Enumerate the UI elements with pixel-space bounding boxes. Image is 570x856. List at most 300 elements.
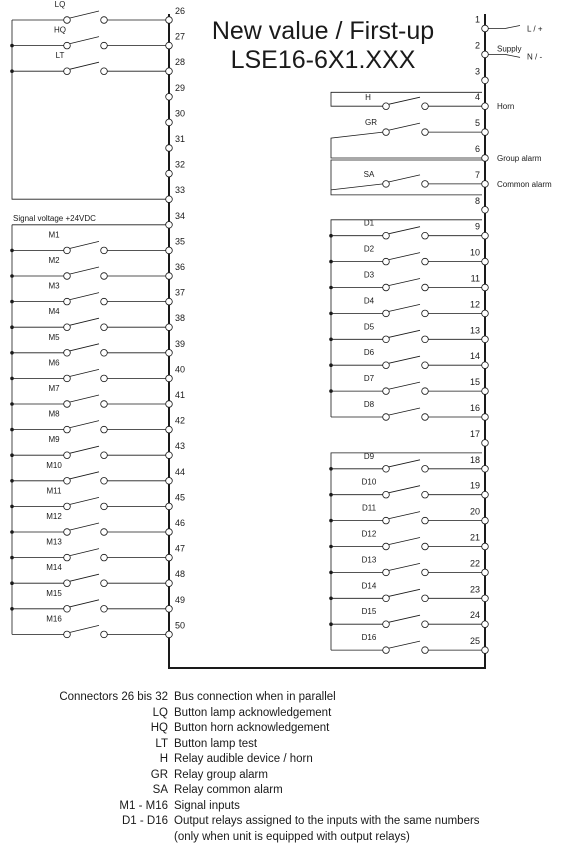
input-m4-blade xyxy=(70,318,99,325)
terminal-17-number: 17 xyxy=(469,428,480,439)
junction-dot xyxy=(10,556,14,560)
junction-dot xyxy=(10,581,14,585)
output-d3-label: D3 xyxy=(363,270,375,280)
terminal-16 xyxy=(482,414,489,421)
switch-lq-contact-2 xyxy=(101,17,108,24)
legend-row xyxy=(0,768,570,784)
input-m6-blade xyxy=(70,369,99,376)
output-d3-blade xyxy=(389,279,420,286)
terminal-28-number: 28 xyxy=(175,57,186,68)
terminal-31 xyxy=(166,145,173,152)
terminal-14-number: 14 xyxy=(469,351,480,362)
terminal-1 xyxy=(482,25,489,32)
junction-dot xyxy=(10,377,14,381)
output-d13-contact-2 xyxy=(422,569,429,576)
input-m12-contact-2 xyxy=(101,529,108,536)
switch-lt-contact-2 xyxy=(101,68,108,75)
supply-label: Supply xyxy=(497,44,522,54)
input-m15-contact-1 xyxy=(64,606,71,613)
unit-frame xyxy=(169,14,485,668)
output-d7-blade xyxy=(389,382,420,389)
terminal-1-number: 1 xyxy=(474,14,480,25)
terminal-12 xyxy=(482,310,489,317)
output-d9-contact-2 xyxy=(422,466,429,473)
terminal-26 xyxy=(166,17,173,24)
junction-dot xyxy=(10,249,14,253)
junction-dot xyxy=(329,389,333,393)
input-m6-contact-2 xyxy=(101,375,108,382)
junction-dot xyxy=(10,505,14,509)
output-d1-contact-1 xyxy=(383,232,390,239)
output-d12-blade xyxy=(389,538,420,545)
terminal-47-number: 47 xyxy=(175,543,186,554)
legend-row xyxy=(0,799,570,815)
relay-h-contact-2 xyxy=(422,103,429,110)
legend-key: SA xyxy=(152,784,168,796)
input-m4-contact-1 xyxy=(64,324,71,331)
input-m16-contact-2 xyxy=(101,631,108,638)
junction-dot xyxy=(10,530,14,534)
terminal-29-number: 29 xyxy=(175,82,186,93)
input-m8-contact-2 xyxy=(101,426,108,433)
junction-dot xyxy=(10,300,14,304)
terminal-41 xyxy=(166,401,173,408)
output-d14-contact-1 xyxy=(383,595,390,602)
terminal-32-number: 32 xyxy=(175,159,186,170)
input-m14-label: M14 xyxy=(46,563,62,573)
output-d5-label: D5 xyxy=(363,322,375,332)
terminal-35-number: 35 xyxy=(175,236,186,247)
terminal-22 xyxy=(482,569,489,576)
output-d16-label: D16 xyxy=(361,633,377,643)
output-d13-contact-1 xyxy=(383,569,390,576)
diagram-title-line-2: LSE16-6X1.XXX xyxy=(230,46,416,74)
terminal-23-number: 23 xyxy=(469,584,480,595)
input-m5-contact-2 xyxy=(101,350,108,357)
output-d2-contact-2 xyxy=(422,258,429,265)
terminal-48 xyxy=(166,580,173,587)
terminal-27-number: 27 xyxy=(175,31,186,42)
switch-hq-contact-2 xyxy=(101,42,108,49)
terminal-31-number: 31 xyxy=(175,134,186,144)
input-m14-contact-2 xyxy=(101,580,108,587)
output-d14-contact-2 xyxy=(422,595,429,602)
supply-wire-l-tail xyxy=(505,26,520,29)
legend-value: Relay group alarm xyxy=(174,768,268,781)
terminal-32 xyxy=(166,170,173,177)
input-m12-label: M12 xyxy=(46,512,62,521)
junction-dot xyxy=(329,467,333,471)
relay-h-blade xyxy=(389,97,420,104)
terminal-19 xyxy=(482,491,489,498)
terminal-21 xyxy=(482,543,489,550)
input-m2-contact-2 xyxy=(101,273,108,280)
input-m15-contact-2 xyxy=(101,606,108,613)
junction-dot xyxy=(329,338,333,342)
switch-lq-blade xyxy=(70,11,99,18)
terminal-44-number: 44 xyxy=(175,466,186,477)
relay-gr-contact-2 xyxy=(422,129,429,136)
terminal-6 xyxy=(482,155,489,162)
terminal-49-number: 49 xyxy=(175,594,186,605)
input-m1-blade xyxy=(70,241,99,248)
output-d2-label: D2 xyxy=(363,244,375,254)
terminal-8 xyxy=(482,207,489,214)
output-d4-contact-2 xyxy=(422,310,429,317)
output-d16-contact-1 xyxy=(383,647,390,654)
legend-value: Relay common alarm xyxy=(174,784,283,796)
terminal-26-number: 26 xyxy=(175,6,186,16)
terminal-46 xyxy=(166,529,173,536)
terminal-5 xyxy=(482,129,489,136)
terminal-18-number: 18 xyxy=(469,454,480,465)
switch-lt-label: LT xyxy=(55,51,65,61)
terminal-8-number: 8 xyxy=(474,195,480,206)
legend-value: Relay audible device / horn xyxy=(174,753,313,765)
terminal-39-number: 39 xyxy=(175,338,186,349)
relay-gr-blade xyxy=(389,123,420,130)
junction-dot xyxy=(329,622,333,626)
input-m6-label: M6 xyxy=(48,358,60,368)
legend-value: Bus connection when in parallel xyxy=(174,691,336,703)
terminal-2-number: 2 xyxy=(474,40,480,51)
terminal-20-number: 20 xyxy=(469,506,480,517)
output-d14-label: D14 xyxy=(361,581,377,591)
junction-dot xyxy=(10,325,14,329)
terminal-37 xyxy=(166,298,173,305)
output-d14-blade xyxy=(389,589,420,596)
terminal-42 xyxy=(166,426,173,433)
relay-sa-label: SA xyxy=(363,169,375,179)
switch-lq-contact-1 xyxy=(64,17,71,24)
output-d8-label: D8 xyxy=(363,400,375,409)
output-d15-label: D15 xyxy=(361,607,377,617)
output-d3-contact-1 xyxy=(383,284,390,291)
input-m10-blade xyxy=(70,472,99,479)
output-d1-blade xyxy=(389,227,420,234)
junction-dot xyxy=(10,402,14,406)
legend-key: Connectors 26 bis 32 xyxy=(59,691,168,703)
terminal-2 xyxy=(482,51,489,58)
relay-gr-contact-1 xyxy=(383,129,390,136)
junction-dot xyxy=(10,69,14,73)
output-d13-blade xyxy=(389,563,420,570)
terminal-36-number: 36 xyxy=(175,262,186,272)
output-d11-label: D11 xyxy=(361,503,377,513)
junction-dot xyxy=(329,363,333,367)
input-m9-contact-2 xyxy=(101,452,108,459)
terminal-42-number: 42 xyxy=(175,415,186,426)
legend-row xyxy=(0,830,570,846)
terminal-35 xyxy=(166,247,173,254)
input-m13-label: M13 xyxy=(46,537,62,547)
outputs-b-common-wire xyxy=(331,453,482,650)
relay-sa-contact-2 xyxy=(422,181,429,188)
input-m8-label: M8 xyxy=(48,409,60,419)
legend-key: GR xyxy=(150,768,168,781)
input-m5-contact-1 xyxy=(64,350,71,357)
terminal-40-number: 40 xyxy=(175,364,186,375)
terminal-15-number: 15 xyxy=(469,377,480,388)
input-m3-contact-1 xyxy=(64,298,71,305)
output-d9-label: D9 xyxy=(363,451,375,461)
input-m9-label: M9 xyxy=(48,435,60,445)
horn-relay-wire-in xyxy=(331,92,482,106)
switch-hq-label: HQ xyxy=(54,25,66,35)
terminal-39 xyxy=(166,350,173,357)
external-label-7: Common alarm xyxy=(497,179,552,189)
output-d6-contact-2 xyxy=(422,362,429,369)
input-m3-contact-2 xyxy=(101,298,108,305)
junction-dot xyxy=(329,519,333,523)
terminal-30 xyxy=(166,119,173,126)
output-d12-contact-1 xyxy=(383,543,390,550)
legend-value: Output relays assigned to the inputs with the same numbers xyxy=(174,815,480,827)
output-d2-contact-1 xyxy=(383,258,390,265)
terminal-45 xyxy=(166,503,173,510)
output-d3-contact-2 xyxy=(422,284,429,291)
junction-dot xyxy=(10,274,14,278)
input-m4-label: M4 xyxy=(48,307,60,317)
switch-lt-blade xyxy=(70,62,99,69)
junction-dot xyxy=(10,479,14,483)
input-m4-contact-2 xyxy=(101,324,108,331)
legend-key: LQ xyxy=(152,706,168,719)
input-m11-contact-1 xyxy=(64,503,71,510)
terminal-14 xyxy=(482,362,489,369)
terminal-19-number: 19 xyxy=(469,480,480,491)
terminal-3 xyxy=(482,77,489,84)
switch-lq-label: LQ xyxy=(54,0,66,9)
input-m14-blade xyxy=(70,574,99,581)
junction-dot xyxy=(329,571,333,575)
input-m7-label: M7 xyxy=(48,384,60,393)
external-label-6: Group alarm xyxy=(497,154,542,163)
junction-dot xyxy=(329,260,333,264)
terminal-16-number: 16 xyxy=(469,403,480,413)
input-m2-contact-1 xyxy=(64,273,71,280)
output-d12-label: D12 xyxy=(361,529,377,539)
supply-l-label: L / + xyxy=(527,24,543,34)
junction-dot xyxy=(329,312,333,316)
terminal-33 xyxy=(166,196,173,203)
terminal-33-number: 33 xyxy=(175,185,186,196)
terminal-41-number: 41 xyxy=(175,390,186,400)
legend-key xyxy=(0,830,174,846)
output-d10-blade xyxy=(389,486,420,493)
relay-h-label: H xyxy=(365,93,371,103)
output-d8-blade xyxy=(389,408,420,415)
output-d11-contact-1 xyxy=(383,517,390,524)
sa-common-wire xyxy=(331,160,482,195)
terminal-45-number: 45 xyxy=(175,492,186,503)
input-m11-blade xyxy=(70,497,99,504)
junction-dot xyxy=(10,428,14,432)
outputs-a-common-wire xyxy=(331,220,482,417)
terminal-40 xyxy=(166,375,173,382)
junction-dot xyxy=(329,234,333,238)
relay-h-contact-1 xyxy=(383,103,390,110)
terminal-13 xyxy=(482,336,489,343)
terminal-7-number: 7 xyxy=(474,169,480,180)
legend-value: Button lamp test xyxy=(174,737,258,750)
relay-gr-label: GR xyxy=(365,118,377,128)
terminal-36 xyxy=(166,273,173,280)
output-d1-contact-2 xyxy=(422,232,429,239)
legend-row xyxy=(0,814,570,830)
terminal-22-number: 22 xyxy=(469,558,480,569)
output-d7-contact-2 xyxy=(422,388,429,395)
terminal-38 xyxy=(166,324,173,331)
input-m5-blade xyxy=(70,344,99,351)
terminal-24 xyxy=(482,621,489,628)
input-m8-contact-1 xyxy=(64,426,71,433)
terminal-10-number: 10 xyxy=(469,247,480,258)
terminal-4-number: 4 xyxy=(474,92,480,103)
output-d15-contact-1 xyxy=(383,621,390,628)
output-d9-contact-1 xyxy=(383,466,390,473)
supply-n-label: N / - xyxy=(527,52,543,62)
input-m9-blade xyxy=(70,446,99,453)
legend-key: LT xyxy=(155,737,168,750)
terminal-21-number: 21 xyxy=(469,532,480,543)
input-m10-contact-1 xyxy=(64,478,71,485)
legend-row xyxy=(0,690,570,706)
terminal-49 xyxy=(166,606,173,613)
legend-value: Button lamp acknowledgement xyxy=(174,706,332,719)
supply-wire-n-tail xyxy=(505,54,520,57)
legend-row xyxy=(0,783,570,799)
output-d10-contact-2 xyxy=(422,491,429,498)
relay-sa-blade xyxy=(389,175,420,182)
legend-value: Button horn acknowledgement xyxy=(174,722,330,734)
sa-relay-wire-in xyxy=(331,184,383,190)
input-m1-contact-2 xyxy=(101,247,108,254)
input-m12-blade xyxy=(70,523,99,530)
legend-row xyxy=(0,706,570,722)
terminal-11 xyxy=(482,284,489,291)
output-d5-contact-1 xyxy=(383,336,390,343)
junction-dot xyxy=(10,44,14,48)
output-d7-contact-1 xyxy=(383,388,390,395)
external-label-4: Horn xyxy=(497,102,515,112)
input-m10-label: M10 xyxy=(46,460,62,470)
bus-rail-left-top xyxy=(12,20,166,199)
terminal-38-number: 38 xyxy=(175,313,186,324)
terminal-3-number: 3 xyxy=(474,66,480,77)
input-m12-contact-1 xyxy=(64,529,71,536)
switch-lt-contact-1 xyxy=(64,68,71,75)
input-m13-contact-1 xyxy=(64,554,71,561)
terminal-34 xyxy=(166,222,173,229)
input-m1-label: M1 xyxy=(48,230,60,240)
input-m15-label: M15 xyxy=(46,588,62,598)
relay-sa-contact-1 xyxy=(383,181,390,188)
output-d4-label: D4 xyxy=(363,296,375,306)
terminal-4 xyxy=(482,103,489,110)
terminal-25 xyxy=(482,647,489,654)
terminal-44 xyxy=(166,478,173,485)
terminal-13-number: 13 xyxy=(469,325,480,336)
input-m16-contact-1 xyxy=(64,631,71,638)
input-m7-blade xyxy=(70,395,99,402)
input-m7-contact-2 xyxy=(101,401,108,408)
terminal-50-number: 50 xyxy=(175,620,186,631)
input-m13-contact-2 xyxy=(101,554,108,561)
terminal-6-number: 6 xyxy=(474,144,480,154)
output-d6-label: D6 xyxy=(363,348,375,358)
output-d9-blade xyxy=(389,460,420,467)
input-m13-blade xyxy=(70,549,99,556)
legend-key: M1 - M16 xyxy=(119,799,168,812)
output-d15-contact-2 xyxy=(422,621,429,628)
legend-value: Signal inputs xyxy=(174,799,240,812)
junction-dot xyxy=(10,453,14,457)
output-d8-contact-1 xyxy=(383,414,390,421)
output-d8-contact-2 xyxy=(422,414,429,421)
legend-key: HQ xyxy=(150,722,168,734)
output-d6-blade xyxy=(389,356,420,363)
input-m7-contact-1 xyxy=(64,401,71,408)
input-m16-label: M16 xyxy=(46,614,62,624)
terminal-5-number: 5 xyxy=(474,118,480,129)
terminal-30-number: 30 xyxy=(175,108,186,119)
diagram-title-line-1: New value / First-up xyxy=(211,17,435,45)
junction-dot xyxy=(329,597,333,601)
junction-dot xyxy=(329,493,333,497)
terminal-28 xyxy=(166,68,173,75)
terminal-9-number: 9 xyxy=(474,221,480,232)
terminal-29 xyxy=(166,94,173,101)
input-m8-blade xyxy=(70,421,99,428)
terminal-48-number: 48 xyxy=(175,569,186,580)
legend-key: D1 - D16 xyxy=(121,815,168,827)
input-m11-contact-2 xyxy=(101,503,108,510)
terminal-46-number: 46 xyxy=(175,518,186,528)
output-d15-blade xyxy=(389,615,420,622)
input-m3-blade xyxy=(70,293,99,300)
terminal-11-number: 11 xyxy=(470,273,480,284)
input-m3-label: M3 xyxy=(48,281,60,291)
output-d16-contact-2 xyxy=(422,647,429,654)
terminal-43 xyxy=(166,452,173,459)
terminal-37-number: 37 xyxy=(175,287,186,298)
junction-dot xyxy=(329,545,333,549)
legend-row xyxy=(0,737,570,753)
output-d11-blade xyxy=(389,512,420,519)
output-d7-label: D7 xyxy=(363,374,375,384)
terminal-47 xyxy=(166,554,173,561)
output-d16-blade xyxy=(389,641,420,648)
input-m16-blade xyxy=(70,625,99,632)
input-m1-contact-1 xyxy=(64,247,71,254)
legend-key: H xyxy=(159,753,168,765)
terminal-24-number: 24 xyxy=(469,610,480,621)
terminal-15 xyxy=(482,388,489,395)
output-d13-label: D13 xyxy=(361,555,377,565)
terminal-25-number: 25 xyxy=(469,636,480,647)
terminal-7 xyxy=(482,181,489,188)
input-m15-blade xyxy=(70,600,99,607)
junction-dot xyxy=(10,351,14,355)
legend-row xyxy=(0,721,570,737)
input-m14-contact-1 xyxy=(64,580,71,587)
input-m2-blade xyxy=(70,267,99,274)
input-m9-contact-1 xyxy=(64,452,71,459)
terminal-23 xyxy=(482,595,489,602)
input-m2-label: M2 xyxy=(48,256,60,265)
output-d12-contact-2 xyxy=(422,543,429,550)
